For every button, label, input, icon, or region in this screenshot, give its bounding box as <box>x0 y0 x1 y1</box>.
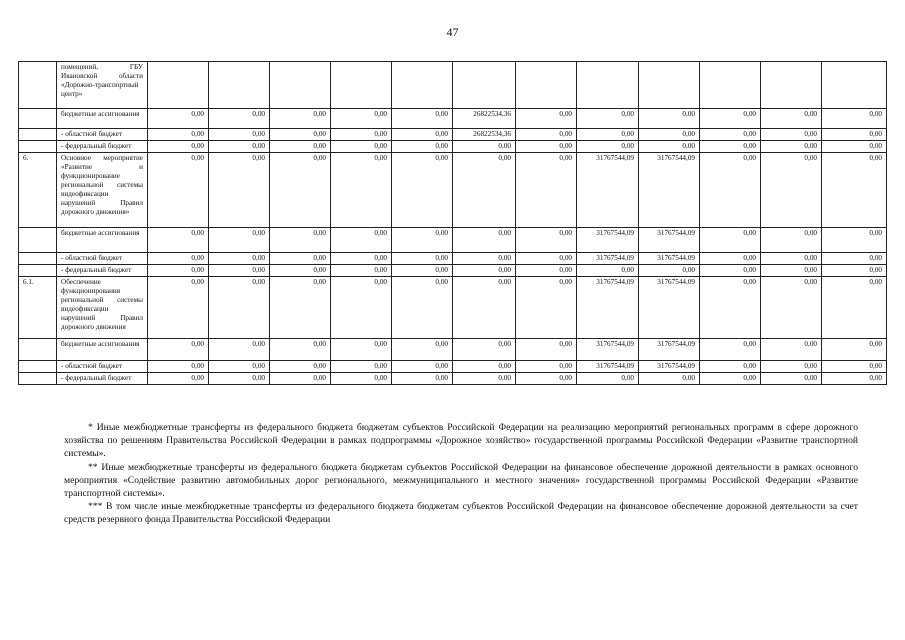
value-cell: 0,00 <box>148 373 209 385</box>
value-cell: 0,00 <box>331 265 392 277</box>
value-cell: 0,00 <box>148 228 209 253</box>
value-cell: 0,00 <box>453 228 516 253</box>
value-cell: 0,00 <box>148 339 209 361</box>
value-cell: 0,00 <box>761 228 822 253</box>
value-cell: 0,00 <box>209 109 270 129</box>
value-cell: 0,00 <box>453 141 516 153</box>
value-cell <box>331 62 392 109</box>
value-cell: 0,00 <box>516 153 577 228</box>
value-cell: 0,00 <box>700 373 761 385</box>
value-cell: 0,00 <box>270 153 331 228</box>
value-cell: 31767544,09 <box>577 153 639 228</box>
value-cell <box>639 62 700 109</box>
value-cell: 0,00 <box>270 373 331 385</box>
value-cell: 31767544,09 <box>639 277 700 339</box>
value-cell: 0,00 <box>331 253 392 265</box>
value-cell: 31767544,09 <box>577 339 639 361</box>
value-cell: 0,00 <box>331 141 392 153</box>
value-cell: 0,00 <box>761 153 822 228</box>
value-cell: 0,00 <box>516 228 577 253</box>
value-cell: 0,00 <box>392 141 453 153</box>
row-code <box>19 265 57 277</box>
value-cell: 0,00 <box>822 339 887 361</box>
value-cell: 0,00 <box>392 253 453 265</box>
value-cell: 0,00 <box>209 153 270 228</box>
value-cell: 0,00 <box>331 228 392 253</box>
value-cell: 31767544,09 <box>639 339 700 361</box>
value-cell: 0,00 <box>822 228 887 253</box>
value-cell: 0,00 <box>270 141 331 153</box>
row-code <box>19 361 57 373</box>
value-cell: 0,00 <box>209 141 270 153</box>
value-cell: 0,00 <box>577 109 639 129</box>
value-cell: 0,00 <box>516 265 577 277</box>
value-cell: 0,00 <box>209 265 270 277</box>
table-row <box>19 373 887 385</box>
value-cell: 0,00 <box>822 373 887 385</box>
value-cell: 0,00 <box>761 129 822 141</box>
value-cell <box>209 62 270 109</box>
value-cell: 0,00 <box>331 109 392 129</box>
value-cell: 0,00 <box>148 361 209 373</box>
value-cell <box>148 62 209 109</box>
table-row <box>19 361 887 373</box>
value-cell: 0,00 <box>577 129 639 141</box>
value-cell: 0,00 <box>516 361 577 373</box>
value-cell: 26822534,36 <box>453 129 516 141</box>
value-cell: 0,00 <box>392 129 453 141</box>
value-cell: 0,00 <box>392 109 453 129</box>
value-cell: 0,00 <box>148 141 209 153</box>
value-cell: 31767544,09 <box>577 361 639 373</box>
value-cell: 0,00 <box>700 109 761 129</box>
footnote-3: *** В том числе иные межбюджетные трансферты из федерального бюджета бюджетам субъектов Российской Федерации на финансовое обеспечение дорожной деятельности за счет средств резервного фонда Правительства Российской Федерации <box>64 501 858 526</box>
value-cell: 0,00 <box>822 265 887 277</box>
value-cell: 0,00 <box>639 141 700 153</box>
value-cell: 0,00 <box>209 339 270 361</box>
value-cell: 0,00 <box>392 265 453 277</box>
row-code <box>19 339 57 361</box>
value-cell: 0,00 <box>270 109 331 129</box>
value-cell: 0,00 <box>761 265 822 277</box>
value-cell: 0,00 <box>639 373 700 385</box>
row-description: бюджетные ассигнования <box>57 339 148 361</box>
value-cell: 0,00 <box>270 339 331 361</box>
value-cell: 0,00 <box>148 153 209 228</box>
value-cell: 0,00 <box>331 373 392 385</box>
value-cell: 0,00 <box>761 339 822 361</box>
value-cell: 0,00 <box>331 153 392 228</box>
value-cell: 0,00 <box>453 265 516 277</box>
row-description: бюджетные ассигнования <box>57 228 148 253</box>
row-description: помещений, ГБУ Ивановской области «Дорожно-транспортный центр» <box>57 62 148 109</box>
value-cell: 0,00 <box>209 373 270 385</box>
value-cell: 0,00 <box>331 129 392 141</box>
value-cell: 0,00 <box>822 153 887 228</box>
value-cell: 0,00 <box>639 109 700 129</box>
value-cell: 0,00 <box>453 253 516 265</box>
value-cell: 0,00 <box>148 277 209 339</box>
value-cell: 0,00 <box>822 277 887 339</box>
table-row <box>19 265 887 277</box>
value-cell: 31767544,09 <box>639 228 700 253</box>
table-row <box>19 129 887 141</box>
row-code <box>19 373 57 385</box>
row-description: бюджетные ассигнования <box>57 109 148 129</box>
value-cell: 0,00 <box>392 373 453 385</box>
value-cell: 0,00 <box>392 228 453 253</box>
value-cell <box>453 62 516 109</box>
value-cell: 0,00 <box>209 129 270 141</box>
value-cell: 31767544,09 <box>639 153 700 228</box>
value-cell: 0,00 <box>392 277 453 339</box>
table-row <box>19 153 887 228</box>
value-cell: 0,00 <box>453 361 516 373</box>
value-cell: 0,00 <box>761 141 822 153</box>
value-cell: 0,00 <box>516 277 577 339</box>
value-cell <box>761 62 822 109</box>
value-cell: 0,00 <box>700 228 761 253</box>
footnotes <box>64 421 858 527</box>
value-cell: 0,00 <box>209 361 270 373</box>
value-cell: 0,00 <box>700 361 761 373</box>
value-cell: 0,00 <box>700 153 761 228</box>
value-cell: 0,00 <box>148 129 209 141</box>
value-cell: 0,00 <box>331 339 392 361</box>
table-row <box>19 277 887 339</box>
value-cell: 0,00 <box>700 253 761 265</box>
table-row <box>19 228 887 253</box>
value-cell: 0,00 <box>516 339 577 361</box>
value-cell: 0,00 <box>822 361 887 373</box>
value-cell: 0,00 <box>516 253 577 265</box>
value-cell: 0,00 <box>453 339 516 361</box>
value-cell: 0,00 <box>700 265 761 277</box>
value-cell: 31767544,09 <box>639 361 700 373</box>
value-cell: 0,00 <box>516 141 577 153</box>
footnote-1: * Иные межбюджетные трансферты из федерального бюджета бюджетам субъектов Российской Федерации на реализацию мероприятий региональных программ в сфере дорожного хозяйства по решениям Правительства Российской Федерации в рамках подпрограммы «Дорожное хозяйство» государственной программы Российской Федерации «Развитие транспортной системы». <box>64 422 858 460</box>
table-row <box>19 253 887 265</box>
row-description: - областной бюджет <box>57 361 148 373</box>
value-cell <box>270 62 331 109</box>
value-cell: 0,00 <box>761 277 822 339</box>
table-row <box>19 141 887 153</box>
value-cell: 0,00 <box>761 109 822 129</box>
value-cell: 0,00 <box>392 339 453 361</box>
value-cell: 0,00 <box>453 277 516 339</box>
row-code <box>19 228 57 253</box>
value-cell: 0,00 <box>270 129 331 141</box>
value-cell: 0,00 <box>822 253 887 265</box>
table-row <box>19 62 887 109</box>
value-cell: 0,00 <box>331 277 392 339</box>
row-description: - федеральный бюджет <box>57 373 148 385</box>
table-row <box>19 109 887 129</box>
row-description: - федеральный бюджет <box>57 141 148 153</box>
value-cell: 0,00 <box>331 361 392 373</box>
row-code <box>19 253 57 265</box>
value-cell: 0,00 <box>577 373 639 385</box>
value-cell: 31767544,09 <box>577 277 639 339</box>
value-cell: 0,00 <box>392 361 453 373</box>
value-cell: 0,00 <box>700 339 761 361</box>
value-cell: 0,00 <box>270 253 331 265</box>
row-code: 6.1. <box>19 277 57 339</box>
value-cell: 0,00 <box>270 265 331 277</box>
page-number: 47 <box>446 25 459 39</box>
value-cell: 0,00 <box>270 277 331 339</box>
value-cell: 0,00 <box>761 253 822 265</box>
row-code <box>19 62 57 109</box>
value-cell: 0,00 <box>209 277 270 339</box>
value-cell: 0,00 <box>453 153 516 228</box>
value-cell <box>700 62 761 109</box>
value-cell: 0,00 <box>822 129 887 141</box>
value-cell: 0,00 <box>822 141 887 153</box>
row-description: - федеральный бюджет <box>57 265 148 277</box>
footnote-2: ** Иные межбюджетные трансферты из федерального бюджета бюджетам субъектов Российской Федерации на финансовое обеспечение дорожной деятельности в рамках основного мероприятия «Содействие развитию автомобильных дорог регионального, межмуниципального и местного значения» государственной программы Российской Федерации «Развитие транспортной системы». <box>64 461 858 500</box>
value-cell: 31767544,09 <box>577 253 639 265</box>
row-code <box>19 129 57 141</box>
value-cell: 0,00 <box>700 129 761 141</box>
value-cell: 0,00 <box>516 109 577 129</box>
value-cell: 0,00 <box>700 277 761 339</box>
value-cell: 31767544,09 <box>639 253 700 265</box>
value-cell: 0,00 <box>577 141 639 153</box>
row-description: Обеспечение функционирования региональной системы видеофиксации нарушений Правил дорожного движения <box>57 277 148 339</box>
value-cell <box>822 62 887 109</box>
value-cell: 0,00 <box>761 373 822 385</box>
row-code: 6. <box>19 153 57 228</box>
budget-table <box>18 61 887 385</box>
value-cell <box>577 62 639 109</box>
value-cell: 0,00 <box>516 373 577 385</box>
value-cell: 0,00 <box>209 253 270 265</box>
value-cell: 0,00 <box>270 228 331 253</box>
value-cell <box>516 62 577 109</box>
value-cell: 0,00 <box>577 265 639 277</box>
row-description: Основное мероприятие «Развитие и функционирование региональной системы видеофиксации нарушений Правил дорожного движения» <box>57 153 148 228</box>
value-cell: 0,00 <box>700 141 761 153</box>
row-description: - областной бюджет <box>57 129 148 141</box>
value-cell: 0,00 <box>148 265 209 277</box>
table-row <box>19 339 887 361</box>
value-cell: 0,00 <box>392 153 453 228</box>
value-cell: 0,00 <box>639 129 700 141</box>
value-cell: 31767544,09 <box>577 228 639 253</box>
value-cell: 0,00 <box>148 109 209 129</box>
value-cell: 0,00 <box>516 129 577 141</box>
value-cell: 0,00 <box>639 265 700 277</box>
row-code <box>19 109 57 129</box>
value-cell: 26822534,36 <box>453 109 516 129</box>
value-cell: 0,00 <box>453 373 516 385</box>
value-cell: 0,00 <box>209 228 270 253</box>
value-cell: 0,00 <box>270 361 331 373</box>
row-code <box>19 141 57 153</box>
value-cell: 0,00 <box>148 253 209 265</box>
row-description: - областной бюджет <box>57 253 148 265</box>
value-cell: 0,00 <box>822 109 887 129</box>
value-cell <box>392 62 453 109</box>
value-cell: 0,00 <box>761 361 822 373</box>
